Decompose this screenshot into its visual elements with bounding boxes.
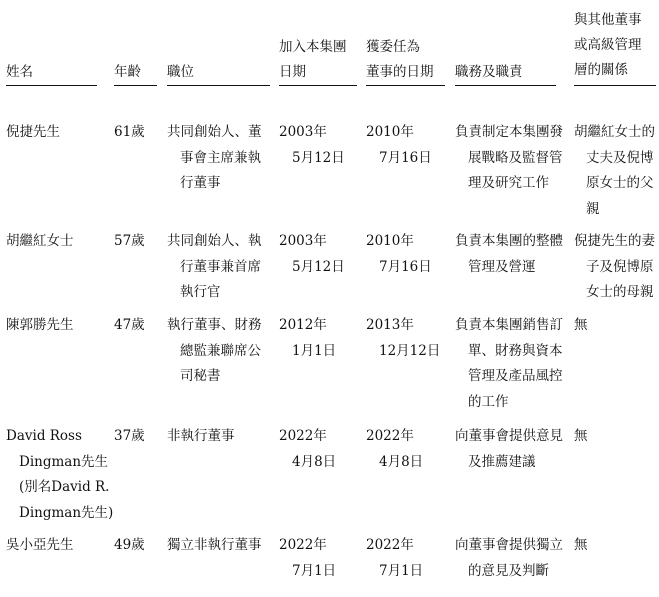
header-appointment-date: 獲委任為 董事的日期 [366, 39, 434, 80]
cell-relationship: 無 [574, 428, 588, 444]
cell-join-date: 2022年 7月1日 [279, 537, 337, 579]
header-age: 年齡 [114, 64, 141, 80]
cell-duties: 向董事會提供意見 及推薦建議 [455, 428, 563, 470]
header-rule-duties [455, 85, 556, 86]
header-name: 姓名 [6, 64, 33, 80]
cell-age: 57歲 [114, 233, 145, 249]
cell-appointment-date: 2013年 12月12日 [366, 317, 441, 359]
cell-name: 胡繼紅女士 [6, 233, 74, 249]
cell-relationship: 無 [574, 317, 588, 333]
cell-duties: 負責制定本集團發 展戰略及監督管 理及研究工作 [455, 124, 563, 191]
header-position: 職位 [167, 64, 194, 80]
header-rule-appointment-date [366, 85, 445, 86]
cell-position: 共同創始人、執 行董事兼首席 執行官 [167, 233, 262, 300]
header-rule-relationship [574, 85, 656, 86]
cell-name: 倪捷先生 [6, 124, 60, 140]
cell-position: 非執行董事 [167, 428, 235, 444]
cell-appointment-date: 2022年 4月8日 [366, 428, 424, 470]
cell-duties: 向董事會提供獨立 的意見及判斷 [455, 537, 563, 579]
cell-duties: 負責本集團的整體 管理及營運 [455, 233, 563, 275]
header-rule-join-date [279, 85, 357, 86]
cell-age: 61歲 [114, 124, 145, 140]
cell-appointment-date: 2010年 7月16日 [366, 233, 432, 275]
cell-relationship: 胡繼紅女士的 丈夫及倪博 原女士的父 親 [574, 124, 655, 217]
header-join-date: 加入本集團 日期 [279, 39, 347, 80]
cell-join-date: 2022年 4月8日 [279, 428, 337, 470]
header-rule-position [167, 85, 270, 86]
cell-age: 49歲 [114, 537, 145, 553]
header-relationship: 與其他董事 或高級管理 層的關係 [574, 12, 642, 78]
cell-position: 獨立非執行董事 [167, 537, 262, 553]
cell-age: 37歲 [114, 428, 145, 444]
cell-age: 47歲 [114, 317, 145, 333]
cell-duties: 負責本集團銷售訂 單、財務與資本 管理及產品風控 的工作 [455, 317, 563, 410]
cell-join-date: 2003年 5月12日 [279, 124, 345, 166]
cell-name: 吳小亞先生 [6, 537, 74, 553]
header-duties: 職務及職責 [455, 64, 523, 80]
header-rule-age [114, 85, 157, 86]
cell-name: David Ross Dingman先生 (別名David R. Dingman先生) [6, 428, 114, 521]
cell-position: 執行董事、財務 總監兼聯席公 司秘書 [167, 317, 262, 384]
cell-name: 陳郭勝先生 [6, 317, 74, 333]
cell-join-date: 2003年 5月12日 [279, 233, 345, 275]
cell-relationship: 倪捷先生的妻 子及倪博原 女士的母親 [574, 233, 655, 300]
cell-appointment-date: 2010年 7月16日 [366, 124, 432, 166]
cell-position: 共同創始人、董 事會主席兼執 行董事 [167, 124, 262, 191]
cell-appointment-date: 2022年 7月1日 [366, 537, 424, 579]
cell-join-date: 2012年 1月1日 [279, 317, 337, 359]
cell-relationship: 無 [574, 537, 588, 553]
header-rule-name [6, 85, 97, 86]
